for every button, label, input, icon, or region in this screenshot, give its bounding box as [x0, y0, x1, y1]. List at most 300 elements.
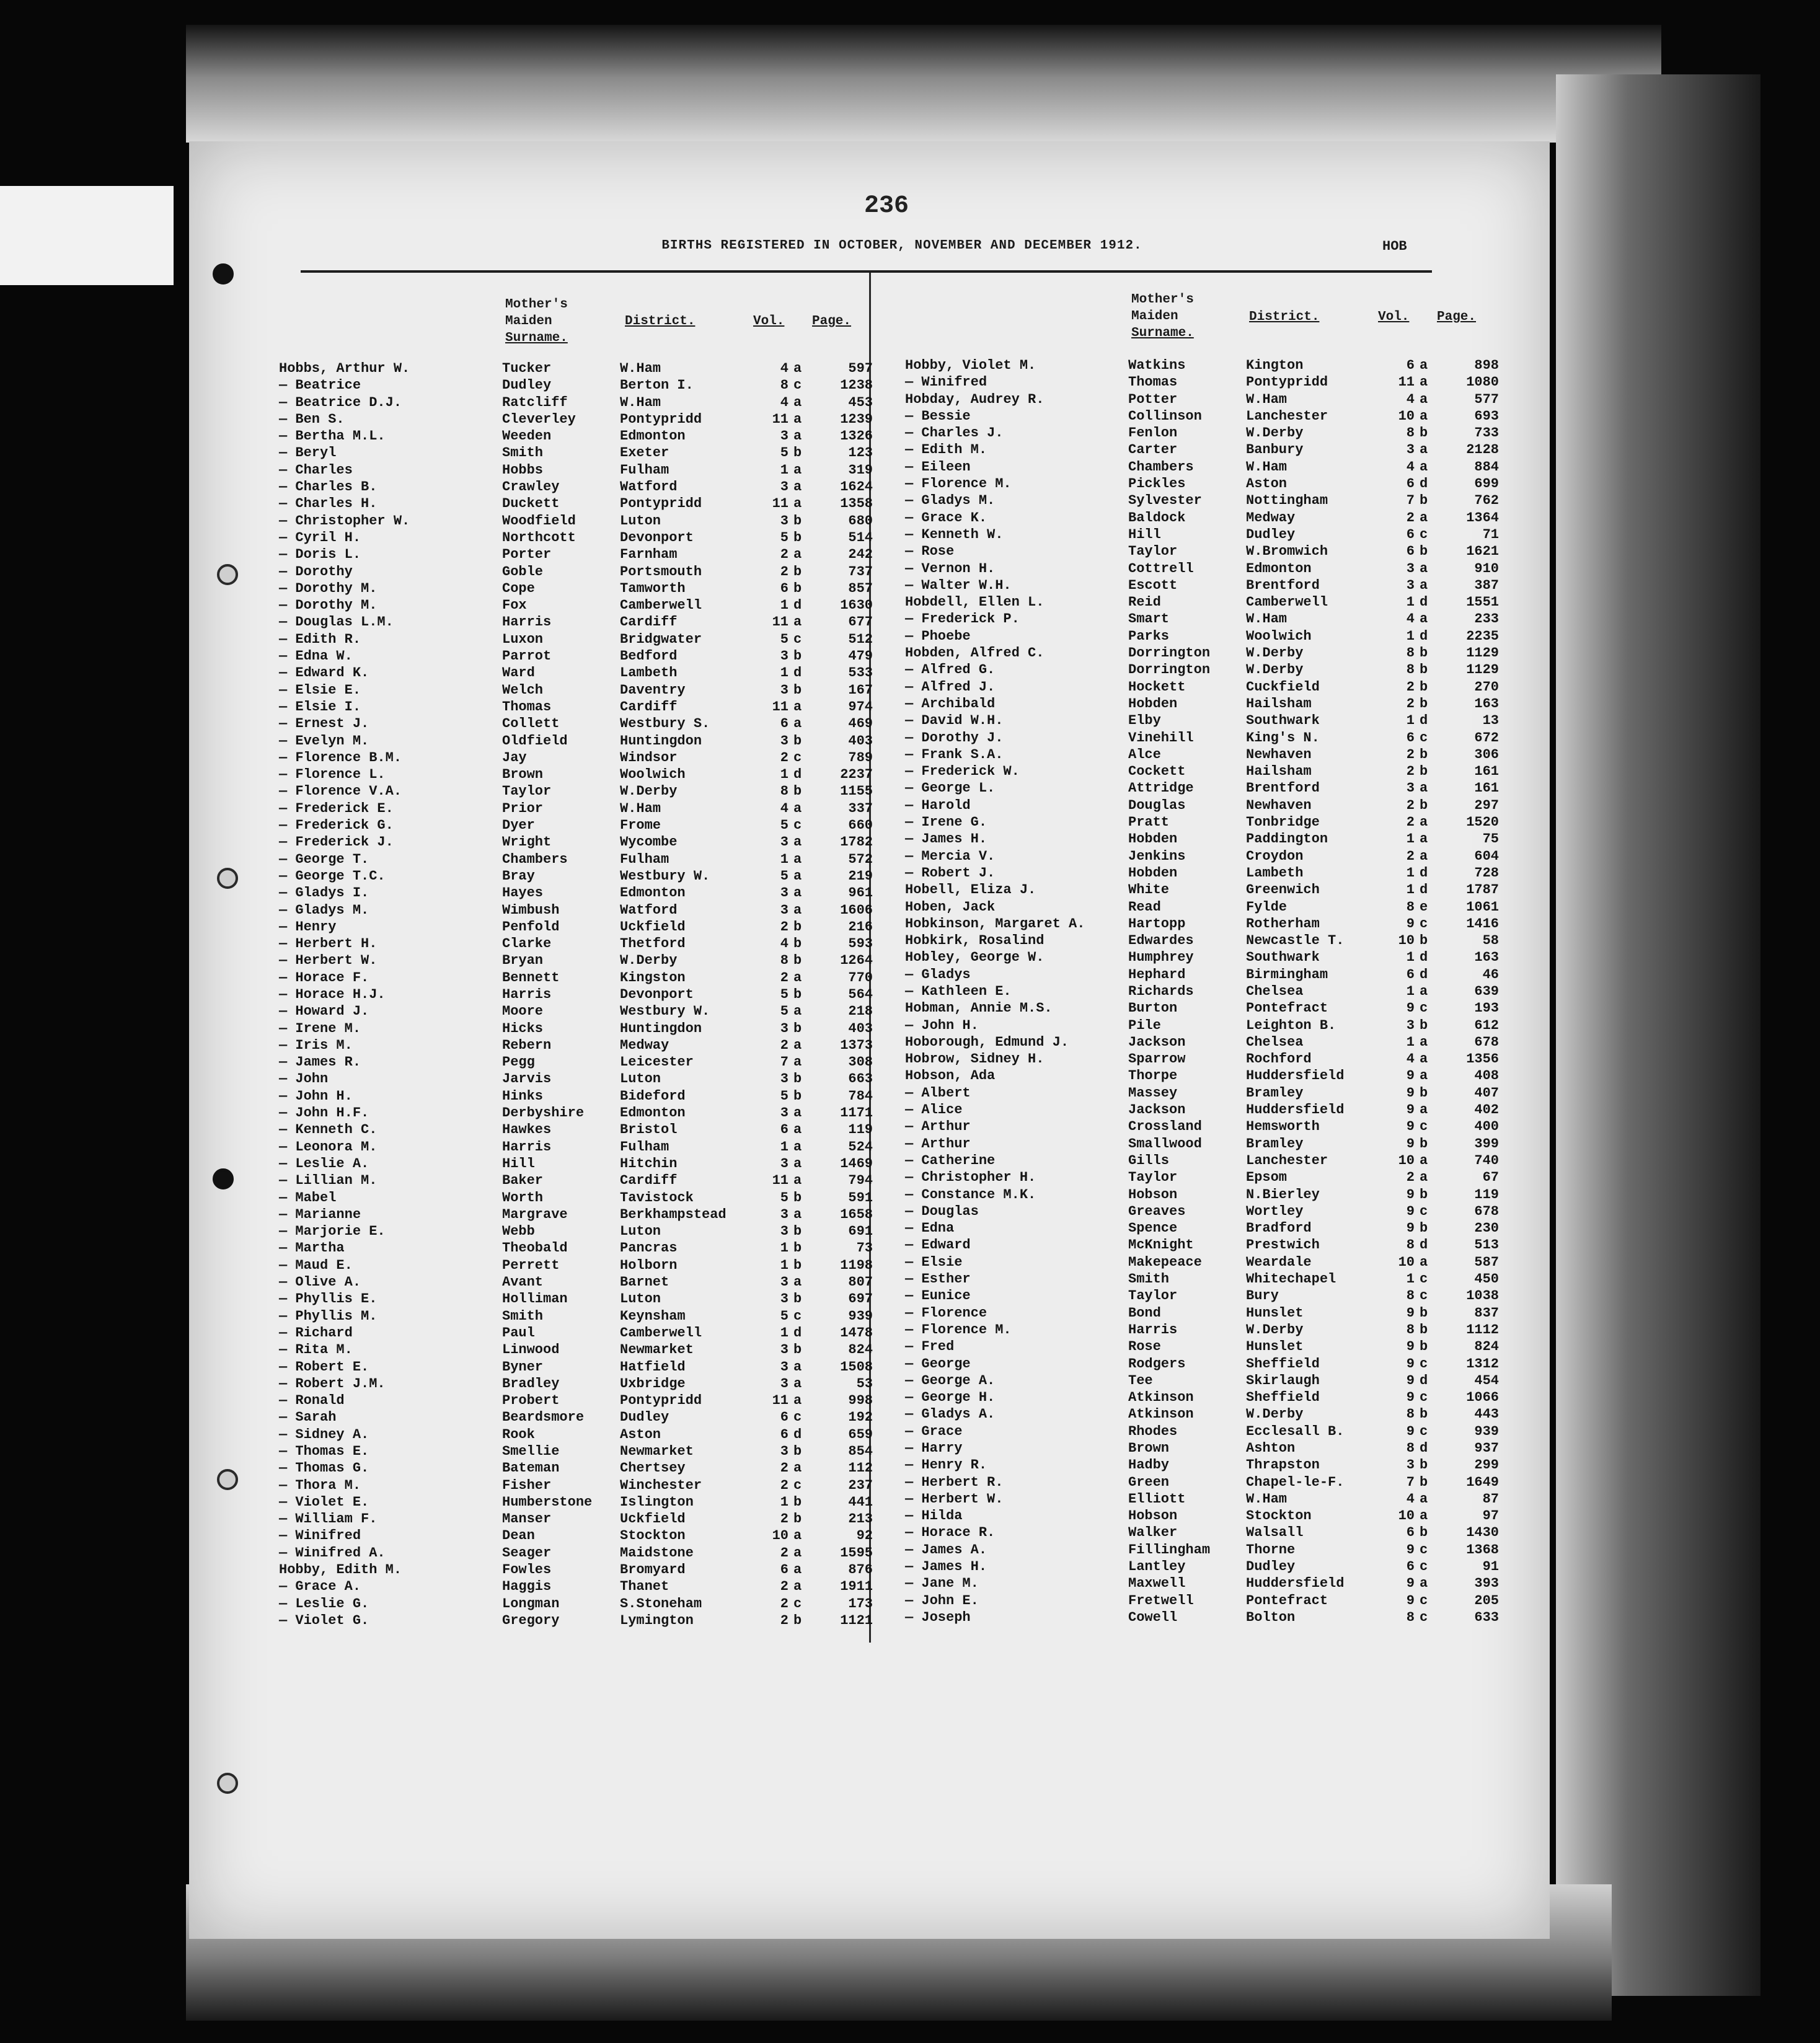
entry-maiden-surname: Welch	[502, 682, 544, 698]
entry-volume: 8	[1406, 899, 1415, 915]
entry-page: 1551	[1466, 594, 1499, 611]
entry-district: Bedford	[620, 648, 678, 664]
entry-volume: 2	[1406, 764, 1415, 780]
entry-name: Hoborough, Edmund J.	[905, 1034, 1069, 1050]
entry-volume-part: a	[793, 969, 802, 986]
entry-district: Chertsey	[620, 1460, 686, 1476]
entry-volume: 8	[780, 953, 789, 969]
entry-district: N.Bierley	[1246, 1186, 1320, 1202]
entry-name: — Albert	[905, 1085, 971, 1101]
entry-name: — Beatrice D.J.	[279, 394, 402, 410]
entry-volume: 3	[780, 1020, 789, 1036]
entry-district: Bristol	[620, 1122, 678, 1138]
entry-volume-part: b	[1420, 1457, 1428, 1473]
entry-page: 612	[1474, 1017, 1499, 1033]
entry-maiden-surname: Bryan	[502, 953, 544, 969]
entry-volume-part: c	[1420, 916, 1428, 932]
entry-district: Stockton	[620, 1528, 686, 1544]
entry-page: 660	[848, 818, 873, 834]
entry-volume: 4	[780, 800, 789, 816]
entry-volume-part: b	[793, 1224, 802, 1240]
entry-maiden-surname: Vinehill	[1128, 730, 1194, 746]
entry-volume-part: d	[1420, 628, 1428, 644]
entry-volume: 4	[1406, 459, 1415, 475]
entry-maiden-surname: Parrot	[502, 648, 552, 664]
entry-page: 297	[1474, 797, 1499, 813]
entry-maiden-surname: Green	[1128, 1474, 1170, 1490]
entry-name: — Bertha M.L.	[279, 428, 386, 444]
entry-name: — Constance M.K.	[905, 1186, 1036, 1202]
entry-maiden-surname: Baldock	[1128, 510, 1186, 526]
entry-volume-part: c	[1420, 1203, 1428, 1219]
entry-maiden-surname: Smith	[1128, 1271, 1170, 1287]
entry-district: Huddersfield	[1246, 1576, 1345, 1592]
entry-district: W.Ham	[620, 800, 661, 816]
entry-volume: 2	[780, 1545, 789, 1561]
entry-district: Berton I.	[620, 377, 694, 394]
entry-volume: 4	[780, 361, 789, 376]
entry-page: 219	[848, 868, 873, 884]
entry-name: — Marjorie E.	[279, 1224, 386, 1240]
entry-name: — Herbert W.	[279, 953, 378, 969]
entry-page: 961	[848, 885, 873, 901]
entry-name: — Dorothy M.	[279, 580, 378, 596]
entry-maiden-surname: Hobden	[1128, 865, 1178, 881]
entry-name: — Iris M.	[279, 1037, 353, 1053]
entry-district: Tavistock	[620, 1189, 694, 1206]
entry-volume: 11	[772, 614, 789, 630]
entry-volume: 3	[1406, 577, 1415, 593]
entry-name: Hobell, Eliza J.	[905, 882, 1036, 898]
entry-maiden-surname: Maxwell	[1128, 1576, 1186, 1592]
entry-page: 71	[1482, 526, 1499, 542]
entry-name: — Horace H.J.	[279, 986, 386, 1002]
entry-page: 479	[848, 648, 873, 664]
entry-volume: 3	[780, 1274, 789, 1291]
entry-district: Bradford	[1246, 1220, 1312, 1237]
entry-page: 119	[848, 1122, 873, 1138]
entry-district: Luton	[620, 513, 661, 529]
entry-district: Sheffield	[1246, 1390, 1320, 1406]
right-vol-header: Vol.	[1378, 310, 1410, 324]
entry-volume-part: a	[793, 1359, 802, 1375]
entry-district: Hemsworth	[1246, 1119, 1320, 1135]
entry-maiden-surname: Hockett	[1128, 679, 1186, 695]
entry-volume: 5	[780, 445, 789, 461]
entry-page: 112	[848, 1460, 873, 1476]
entry-volume-part: b	[1420, 662, 1428, 678]
entry-page: 399	[1474, 1136, 1499, 1152]
entry-name: Hobson, Ada	[905, 1068, 996, 1084]
entry-volume: 5	[780, 868, 789, 884]
entry-page: 450	[1474, 1271, 1499, 1287]
entry-district: Camberwell	[620, 598, 702, 614]
entry-district: Newhaven	[1246, 746, 1312, 762]
entry-volume-part: a	[793, 1274, 802, 1291]
entry-volume-part: b	[793, 986, 802, 1002]
entry-volume: 11	[772, 699, 789, 715]
entry-name: — Eunice	[905, 1288, 971, 1304]
entry-volume-part: a	[1420, 358, 1428, 373]
entry-name: — Robert J.	[905, 865, 996, 881]
entry-name: — Martha	[279, 1240, 345, 1256]
entry-maiden-surname: Elby	[1128, 713, 1161, 729]
entry-maiden-surname: Crawley	[502, 479, 560, 495]
entry-district: Newhaven	[1246, 797, 1312, 813]
entry-district: Dudley	[1246, 526, 1296, 542]
entry-volume: 1	[1406, 865, 1415, 881]
entry-name: — Alfred G.	[905, 662, 996, 678]
entry-name: — Henry R.	[905, 1457, 987, 1473]
entry-volume-part: b	[1420, 746, 1428, 762]
entry-volume-part: b	[793, 529, 802, 545]
entry-page: 733	[1474, 425, 1499, 441]
entry-volume: 5	[780, 1189, 789, 1206]
entry-maiden-surname: Fisher	[502, 1477, 552, 1493]
entry-volume-part: c	[793, 818, 802, 834]
entry-page: 824	[848, 1342, 873, 1358]
entry-district: Newcastle T.	[1246, 933, 1345, 949]
entry-page: 597	[848, 361, 873, 376]
entry-name: — Charles H.	[279, 496, 378, 512]
entry-district: W.Ham	[1246, 611, 1288, 627]
punch-hole	[213, 1168, 234, 1189]
entry-name: — Winifred	[279, 1528, 361, 1544]
entry-maiden-surname: Hobden	[1128, 695, 1178, 712]
entry-maiden-surname: Bray	[502, 868, 535, 884]
entry-volume-part: a	[793, 428, 802, 444]
entry-district: Rotherham	[1246, 916, 1320, 932]
entry-maiden-surname: Taylor	[1128, 544, 1178, 560]
entry-volume-part: b	[793, 936, 802, 952]
entry-name: Hobdell, Ellen L.	[905, 594, 1045, 611]
entry-maiden-surname: Hill	[502, 1155, 535, 1172]
entry-name: — Beatrice	[279, 377, 361, 394]
entry-name: — Frederick J.	[279, 834, 394, 850]
entry-volume-part: a	[793, 800, 802, 816]
entry-maiden-surname: Thomas	[1128, 374, 1178, 391]
entry-volume-part: b	[793, 1291, 802, 1307]
entry-volume-part: a	[793, 1105, 802, 1121]
entry-name: Hobman, Annie M.S.	[905, 1000, 1053, 1017]
entry-page: 218	[848, 1004, 873, 1020]
entry-volume: 5	[780, 529, 789, 545]
entry-district: Skirlaugh	[1246, 1372, 1320, 1388]
entry-district: W.Derby	[1246, 1406, 1304, 1423]
entry-page: 1061	[1466, 899, 1499, 915]
entry-volume-part: a	[793, 394, 802, 410]
entry-maiden-surname: Attridge	[1128, 780, 1194, 796]
entry-volume-part: d	[1420, 950, 1428, 966]
entry-volume-part: c	[1420, 526, 1428, 542]
entry-maiden-surname: Crossland	[1128, 1119, 1202, 1135]
entry-maiden-surname: Rose	[1128, 1339, 1161, 1355]
entry-volume: 9	[1406, 1068, 1415, 1084]
entry-name: — Rose	[905, 544, 955, 560]
entry-maiden-surname: Seager	[502, 1545, 552, 1561]
entry-district: Bramley	[1246, 1136, 1304, 1152]
entry-volume: 1	[780, 598, 789, 614]
entry-maiden-surname: Cleverley	[502, 411, 576, 427]
entry-volume: 9	[1406, 916, 1415, 932]
entry-name: — Sidney A.	[279, 1426, 369, 1442]
entry-name: — Esther	[905, 1271, 971, 1287]
entry-page: 1606	[840, 902, 873, 918]
entry-volume: 1	[1406, 1034, 1415, 1050]
entry-page: 1356	[1466, 1051, 1499, 1067]
entry-district: Keynsham	[620, 1308, 686, 1324]
entry-page: 97	[1482, 1508, 1499, 1524]
entry-volume-part: b	[1420, 1322, 1428, 1338]
entry-district: Portsmouth	[620, 563, 702, 580]
entry-volume-part: b	[1420, 544, 1428, 560]
entry-district: Ashton	[1246, 1441, 1296, 1456]
entry-page: 73	[856, 1240, 873, 1256]
entry-volume-part: c	[1420, 1356, 1428, 1372]
entry-volume: 3	[1406, 780, 1415, 796]
entry-page: 1624	[840, 479, 873, 495]
entry-district: Medway	[1246, 510, 1296, 526]
entry-maiden-surname: Sparrow	[1128, 1051, 1186, 1067]
entry-name: — Herbert R.	[905, 1474, 1004, 1490]
entry-volume: 1	[1406, 628, 1415, 644]
entry-volume: 4	[780, 936, 789, 952]
entry-maiden-surname: Alce	[1128, 746, 1161, 762]
entry-page: 2128	[1466, 442, 1499, 458]
entry-page: 87	[1482, 1491, 1499, 1507]
entry-page: 408	[1474, 1068, 1499, 1084]
entry-maiden-surname: Edwardes	[1128, 933, 1194, 949]
entry-volume-part: b	[1420, 1017, 1428, 1033]
entry-maiden-surname: Jackson	[1128, 1102, 1186, 1118]
entry-maiden-surname: Harris	[502, 1139, 552, 1155]
entry-page: 1326	[840, 428, 873, 444]
entry-name: — Elsie	[905, 1254, 963, 1270]
entry-volume: 1	[780, 1257, 789, 1273]
entry-name: — Elsie I.	[279, 699, 361, 715]
entry-volume-part: a	[793, 1139, 802, 1155]
entry-name: — Dorothy M.	[279, 598, 378, 614]
entry-maiden-surname: Haggis	[502, 1579, 552, 1595]
right-maiden-header: Mother's Maiden Surname.	[1131, 293, 1194, 340]
entry-volume-part: b	[793, 1020, 802, 1036]
entry-volume-part: a	[1420, 1491, 1428, 1507]
entry-maiden-surname: Cockett	[1128, 764, 1186, 780]
entry-maiden-surname: Dorrington	[1128, 662, 1211, 678]
entry-page: 1171	[840, 1105, 873, 1121]
entry-name: — Edna	[905, 1220, 955, 1237]
entry-district: W.Ham	[620, 394, 661, 410]
entry-page: 454	[1474, 1372, 1499, 1388]
entry-maiden-surname: Walker	[1128, 1525, 1178, 1541]
entry-volume: 1	[780, 1494, 789, 1510]
entry-page: 740	[1474, 1152, 1499, 1168]
entry-volume-part: d	[1420, 594, 1428, 611]
entry-volume-part: b	[793, 1088, 802, 1104]
entry-maiden-surname: Jarvis	[502, 1071, 552, 1087]
entry-district: Rochford	[1246, 1051, 1312, 1067]
entry-page: 400	[1474, 1119, 1499, 1135]
entry-volume-part: b	[1420, 1305, 1428, 1321]
entry-page: 205	[1474, 1592, 1499, 1608]
entry-district: W.Derby	[620, 953, 678, 969]
entry-district: Barnet	[620, 1274, 669, 1291]
entry-maiden-surname: Parks	[1128, 628, 1170, 644]
entry-name: — Mercia V.	[905, 848, 996, 864]
entry-name: — Ronald	[279, 1393, 345, 1409]
entry-district: Frome	[620, 818, 661, 834]
entry-volume-part: b	[793, 682, 802, 698]
entry-district: Cardiff	[620, 614, 678, 630]
entry-district: Bolton	[1246, 1609, 1296, 1625]
entry-volume: 3	[780, 1342, 789, 1358]
entry-maiden-surname: Greaves	[1128, 1203, 1186, 1219]
entry-volume: 1	[780, 1325, 789, 1341]
entry-page: 2237	[840, 767, 873, 783]
entry-name: — Mabel	[279, 1189, 337, 1206]
entry-district: Epsom	[1246, 1170, 1288, 1186]
entry-volume-part: a	[1420, 848, 1428, 864]
entry-maiden-surname: Pegg	[502, 1054, 535, 1070]
entry-maiden-surname: Hayes	[502, 885, 544, 901]
entry-volume: 8	[1406, 662, 1415, 678]
entry-page: 216	[848, 919, 873, 935]
entry-volume-part: a	[793, 868, 802, 884]
entry-maiden-surname: Hill	[1128, 526, 1161, 542]
entry-page: 1239	[840, 411, 873, 427]
entry-volume: 9	[1406, 1085, 1415, 1101]
entry-page: 161	[1474, 764, 1499, 780]
entry-district: Chapel-le-F.	[1246, 1474, 1345, 1490]
entry-page: 230	[1474, 1220, 1499, 1237]
entry-volume: 2	[780, 919, 789, 935]
entry-maiden-surname: Pickles	[1128, 476, 1186, 492]
entry-volume: 2	[780, 1037, 789, 1053]
entry-district: Pancras	[620, 1240, 678, 1256]
entry-volume-part: d	[793, 1325, 802, 1341]
left-maiden-header: Mother's Maiden Surname.	[505, 298, 568, 345]
entry-volume: 8	[1406, 1237, 1415, 1253]
entry-page: 1508	[840, 1359, 873, 1375]
entry-district: Lymington	[620, 1612, 694, 1628]
entry-maiden-surname: Taylor	[1128, 1288, 1178, 1304]
entry-page: 306	[1474, 746, 1499, 762]
entry-district: Westbury W.	[620, 1004, 710, 1020]
entry-volume: 1	[1406, 594, 1415, 611]
entry-maiden-surname: Harris	[1128, 1322, 1178, 1338]
entry-maiden-surname: Fretwell	[1128, 1592, 1194, 1608]
entry-volume-part: c	[1420, 1271, 1428, 1287]
entry-maiden-surname: Richards	[1128, 983, 1194, 999]
entry-volume-part: a	[793, 1173, 802, 1189]
entry-volume: 1	[1406, 1271, 1415, 1287]
entry-page: 91	[1482, 1559, 1499, 1575]
entry-name: — Joseph	[905, 1609, 971, 1625]
entry-volume-part: d	[1420, 1441, 1428, 1456]
entry-name: — Olive A.	[279, 1274, 361, 1291]
entry-name: — John E.	[905, 1592, 979, 1608]
entry-maiden-surname: McKnight	[1128, 1237, 1194, 1253]
entry-name: — James R.	[279, 1054, 361, 1070]
entry-maiden-surname: Penfold	[502, 919, 560, 935]
entry-volume: 6	[780, 716, 789, 732]
entry-volume: 1	[780, 462, 789, 478]
entry-name: — Leslie G.	[279, 1595, 369, 1612]
entry-name: — Frederick E.	[279, 800, 394, 816]
entry-page: 587	[1474, 1254, 1499, 1270]
entry-name: Hobley, George W.	[905, 950, 1045, 966]
entry-volume-part: a	[793, 1579, 802, 1595]
entry-district: Bridgwater	[620, 631, 702, 647]
entry-page: 524	[848, 1139, 873, 1155]
entry-maiden-surname: Cope	[502, 580, 535, 596]
entry-page: 697	[848, 1291, 873, 1307]
entry-district: Leighton B.	[1246, 1017, 1336, 1033]
entry-maiden-surname: Dyer	[502, 818, 535, 834]
entry-volume-part: b	[793, 953, 802, 969]
entry-maiden-surname: Chambers	[502, 851, 568, 867]
entry-district: Luton	[620, 1291, 661, 1307]
entry-page: 728	[1474, 865, 1499, 881]
entry-page: 167	[848, 682, 873, 698]
entry-name: — James A.	[905, 1542, 987, 1558]
entry-district: Bromyard	[620, 1562, 686, 1578]
entry-district: Lanchester	[1246, 408, 1328, 424]
entry-volume-part: b	[1420, 1339, 1428, 1355]
entry-name: Hobday, Audrey R.	[905, 391, 1045, 407]
entry-volume: 9	[1406, 1576, 1415, 1592]
entry-district: Thorne	[1246, 1542, 1296, 1558]
entry-name: — Cyril H.	[279, 529, 361, 545]
entry-district: Thrapston	[1246, 1457, 1320, 1473]
entry-district: Croydon	[1246, 848, 1304, 864]
entry-volume: 9	[1406, 1390, 1415, 1406]
entry-volume-part: c	[793, 1595, 802, 1612]
entry-page: 1782	[840, 834, 873, 850]
entry-district: Huddersfield	[1246, 1068, 1345, 1084]
entry-volume-part: a	[793, 1460, 802, 1476]
entry-volume: 1	[1406, 831, 1415, 847]
entry-maiden-surname: Hicks	[502, 1020, 544, 1036]
left-page-header: Page.	[812, 314, 852, 329]
entry-volume: 1	[1406, 983, 1415, 999]
entry-name: — Robert J.M.	[279, 1375, 386, 1392]
entry-district: W.Ham	[1246, 391, 1288, 407]
entry-district: Hitchin	[620, 1155, 678, 1172]
entry-maiden-surname: Smellie	[502, 1444, 560, 1459]
entry-district: Birmingham	[1246, 966, 1328, 982]
entry-volume-part: b	[793, 648, 802, 664]
entry-district: W.Ham	[1246, 459, 1288, 475]
entry-maiden-surname: Collinson	[1128, 408, 1202, 424]
entry-maiden-surname: Reid	[1128, 594, 1161, 611]
entry-name: — Henry	[279, 919, 337, 935]
entry-maiden-surname: Webb	[502, 1224, 535, 1240]
entry-volume: 3	[780, 428, 789, 444]
entry-name: — Herbert H.	[279, 936, 378, 952]
entry-name: — Frederick P.	[905, 611, 1020, 627]
entry-volume: 6	[780, 1122, 789, 1138]
entry-volume: 4	[1406, 391, 1415, 407]
entry-name: Hobrow, Sidney H.	[905, 1051, 1045, 1067]
entry-maiden-surname: Potter	[1128, 391, 1178, 407]
entry-name: — Rita M.	[279, 1342, 353, 1358]
entry-volume-part: b	[793, 1342, 802, 1358]
entry-name: — Beryl	[279, 445, 337, 461]
entry-maiden-surname: Perrett	[502, 1257, 560, 1273]
entry-volume-part: b	[793, 1444, 802, 1459]
entry-maiden-surname: Rook	[502, 1426, 535, 1442]
